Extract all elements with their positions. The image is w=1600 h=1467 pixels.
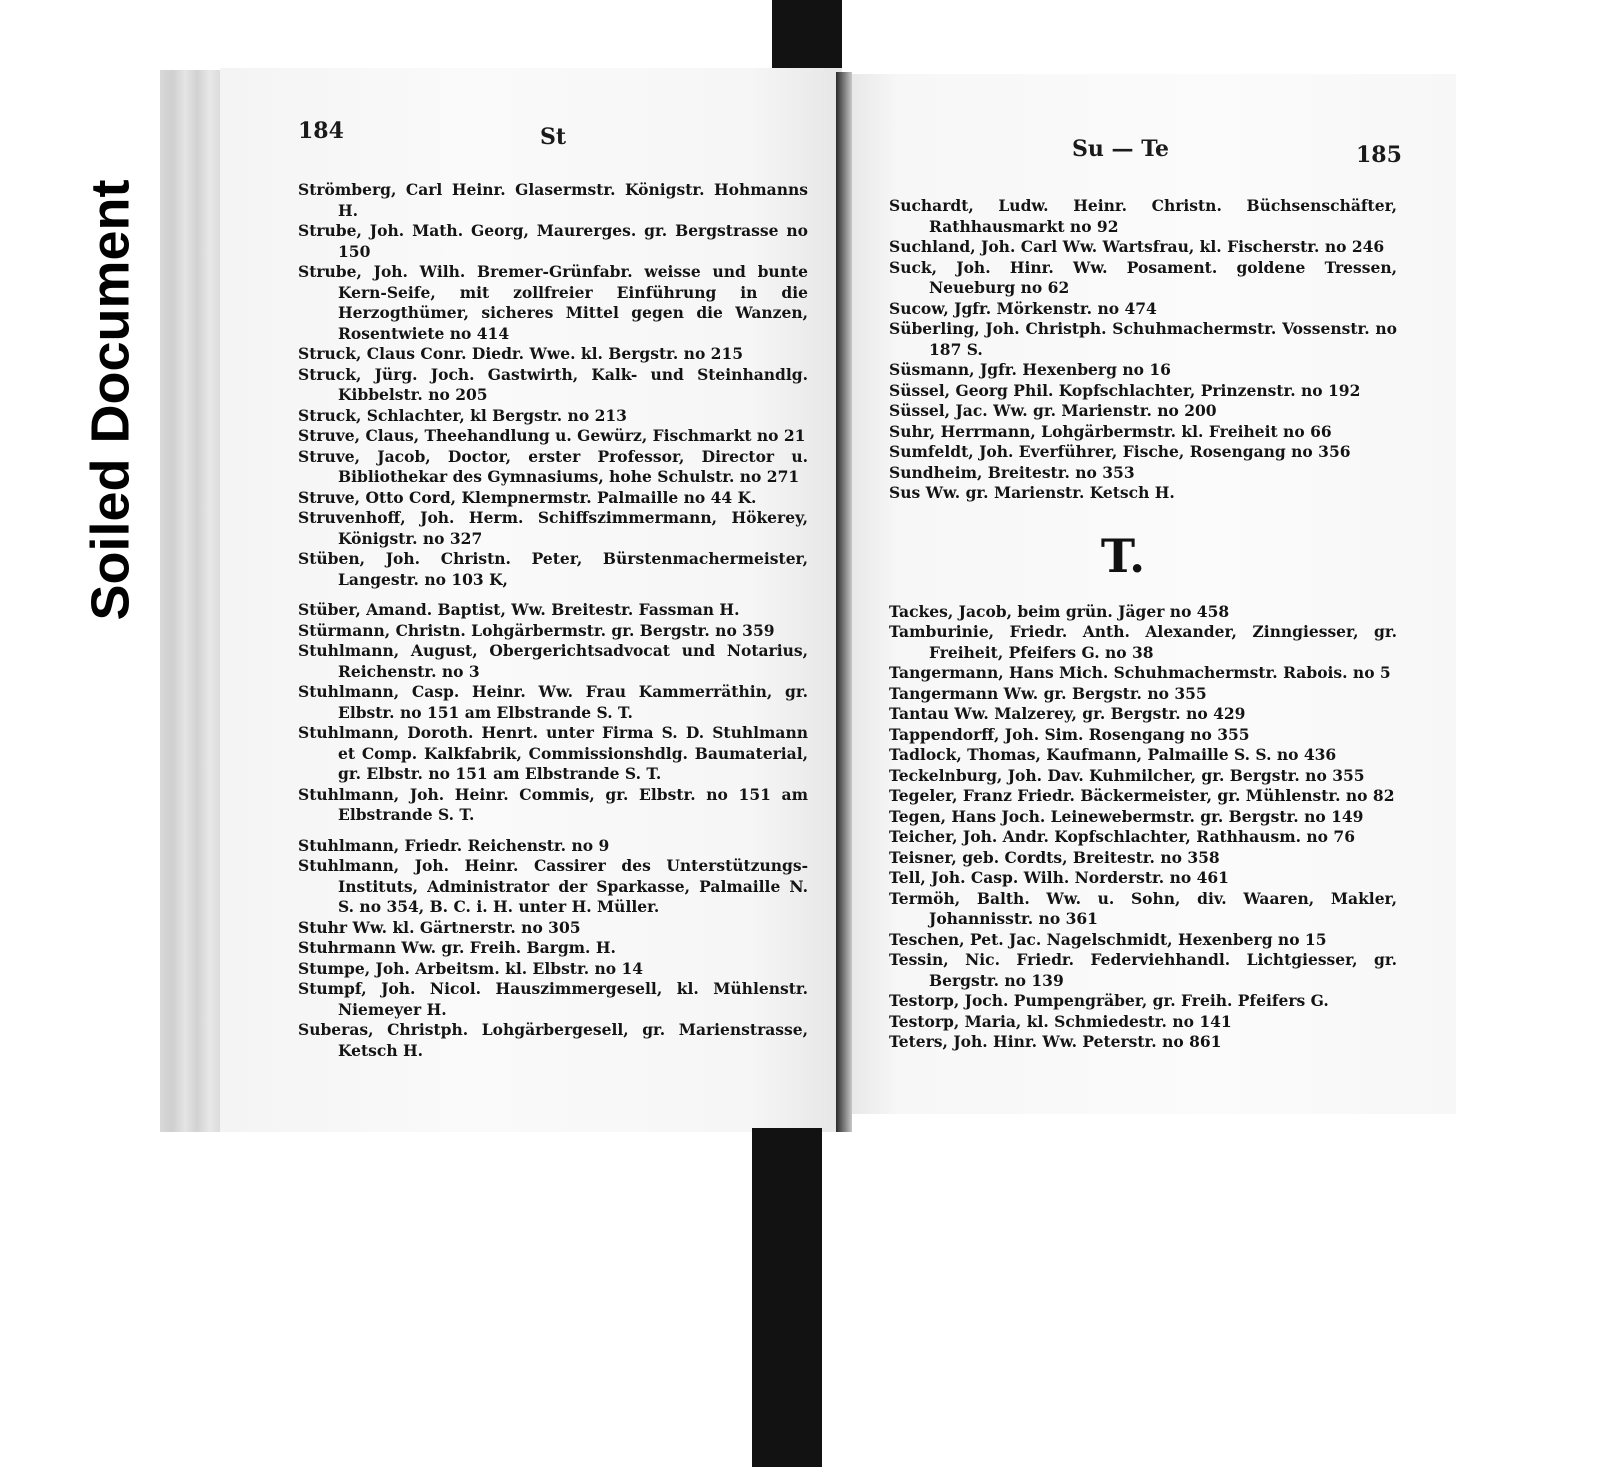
directory-entry: Suck, Joh. Hinr. Ww. Posament. goldene Tressen, Neueburg no 62	[889, 257, 1397, 297]
right-page-number: 185	[1356, 142, 1402, 168]
directory-entry: Süssel, Georg Phil. Kopfschlachter, Prinzenstr. no 192	[889, 380, 1361, 400]
directory-entry: Sumfeldt, Joh. Everführer, Fische, Rosengang no 356	[889, 442, 1351, 461]
directory-entry: Stumpe, Joh. Arbeitsm. kl. Elbstr. no 14	[298, 958, 644, 978]
right-page-entries	[889, 196, 1397, 1053]
directory-entry: Süssel, Jac. Ww. gr. Marienstr. no 200	[889, 401, 1217, 420]
directory-entry: Tangermann, Hans Mich. Schuhmachermstr. Rabois. no 5	[889, 663, 1391, 682]
book-gutter	[836, 72, 852, 1132]
section-letter-heading: T.	[1100, 528, 1146, 583]
stamp-label: Soiled Document	[81, 179, 142, 621]
directory-entry: Stüben, Joh. Christn. Peter, Bürstenmachermeister, Langestr. no 103 K,	[298, 549, 808, 589]
directory-entry: Suchardt, Ludw. Heinr. Christn. Büchsenschäfter, Rathhausmarkt no 92	[889, 196, 1397, 236]
directory-entry: Tessin, Nic. Friedr. Federviehhandl. Lichtgiesser, gr. Bergstr. no 139	[889, 950, 1397, 990]
directory-entry: Struve, Claus, Theehandlung u. Gewürz, Fischmarkt no 21	[298, 426, 806, 445]
directory-entry: Tangermann Ww. gr. Bergstr. no 355	[889, 683, 1207, 703]
directory-entry: Stuhlmann, Casp. Heinr. Ww. Frau Kammerräthin, gr. Elbstr. no 151 am Elbstrande S. T.	[298, 682, 808, 722]
directory-entry: Stuhlmann, August, Obergerichtsadvocat und Notarius, Reichenstr. no 3	[298, 641, 808, 681]
directory-entry: Suberas, Christph. Lohgärbergesell, gr. Marienstrasse, Ketsch H.	[298, 1020, 808, 1060]
directory-entry: Stuhlmann, Joh. Heinr. Cassirer des Unterstützungs-Instituts, Administrator der Sparkasse, Palmaille N. S. no 354, B. C. i. H. unter H. Müller.	[298, 856, 808, 916]
directory-entry: Testorp, Joch. Pumpengräber, gr. Freih. Pfeifers G.	[889, 991, 1329, 1010]
directory-entry: Teters, Joh. Hinr. Ww. Peterstr. no 861	[889, 1032, 1222, 1051]
directory-entry: Termöh, Balth. Ww. u. Sohn, div. Waaren, Makler, Johannisstr. no 361	[889, 888, 1397, 928]
directory-entry: Struvenhoff, Joh. Herm. Schiffszimmermann, Hökerey, Königstr. no 327	[298, 508, 808, 548]
directory-entry: Struck, Schlachter, kl Bergstr. no 213	[298, 405, 627, 425]
directory-entry: Stumpf, Joh. Nicol. Hauszimmergesell, kl. Mühlenstr. Niemeyer H.	[298, 979, 808, 1019]
directory-entry: Tappendorff, Joh. Sim. Rosengang no 355	[889, 724, 1250, 744]
left-page-entries	[298, 180, 808, 1061]
directory-entry: Tegen, Hans Joch. Leinewebermstr. gr. Bergstr. no 149	[889, 806, 1364, 826]
directory-entry: Stürmann, Christn. Lohgärbermstr. gr. Bergstr. no 359	[298, 620, 775, 640]
directory-entry: Strube, Joh. Wilh. Bremer-Grünfabr. weisse und bunte Kern-Seife, mit zollfreier Einführung in die Herzogthümer, sicheres Mittel gegen die Wanzen, Rosentwiete no 414	[298, 262, 808, 343]
directory-entry: Suhr, Herrmann, Lohgärbermstr. kl. Freiheit no 66	[889, 421, 1332, 441]
soiled-document-stamp	[56, 120, 166, 680]
directory-entry: Sundheim, Breitestr. no 353	[889, 462, 1135, 482]
directory-entry: Struck, Claus Conr. Diedr. Wwe. kl. Bergstr. no 215	[298, 344, 744, 363]
directory-entry: Süberling, Joh. Christph. Schuhmachermstr. Vossenstr. no 187 S.	[889, 319, 1397, 359]
directory-entry: Tell, Joh. Casp. Wilh. Norderstr. no 461	[889, 868, 1229, 887]
bookmark-ribbon-bottom	[752, 1128, 822, 1467]
directory-entry: Struve, Jacob, Doctor, erster Professor, Director u. Bibliothekar des Gymnasiums, hohe Schulstr. no 271	[298, 446, 808, 486]
directory-entry: Tackes, Jacob, beim grün. Jäger no 458	[889, 601, 1230, 621]
directory-entry: Teckelnburg, Joh. Dav. Kuhmilcher, gr. Bergstr. no 355	[889, 765, 1365, 785]
book-page-edges	[160, 70, 222, 1132]
directory-entry: Suchland, Joh. Carl Ww. Wartsfrau, kl. Fischerstr. no 246	[889, 237, 1385, 256]
directory-entry: Stuhlmann, Joh. Heinr. Commis, gr. Elbstr. no 151 am Elbstrande S. T.	[298, 784, 808, 824]
directory-entry: Strömberg, Carl Heinr. Glasermstr. Königstr. Hohmanns H.	[298, 180, 808, 220]
directory-entry: Struck, Jürg. Joch. Gastwirth, Kalk- und Steinhandlg. Kibbelstr. no 205	[298, 364, 808, 404]
right-page-header: Su — Te	[1072, 136, 1170, 162]
directory-entry: Testorp, Maria, kl. Schmiedestr. no 141	[889, 1011, 1232, 1031]
left-page-header: St	[540, 124, 567, 150]
directory-entry: Stuhr Ww. kl. Gärtnerstr. no 305	[298, 917, 581, 937]
directory-entry: Stuhlmann, Friedr. Reichenstr. no 9	[298, 835, 610, 855]
directory-entry: Teicher, Joh. Andr. Kopfschlachter, Rathhausm. no 76	[889, 827, 1355, 846]
directory-entry: Strube, Joh. Math. Georg, Maurerges. gr. Bergstrasse no 150	[298, 221, 808, 261]
directory-entry: Teschen, Pet. Jac. Nagelschmidt, Hexenberg no 15	[889, 929, 1327, 949]
directory-entry: Tantau Ww. Malzerey, gr. Bergstr. no 429	[889, 704, 1246, 723]
directory-entry: Stuhrmann Ww. gr. Freih. Bargm. H.	[298, 938, 616, 957]
directory-entry: Tadlock, Thomas, Kaufmann, Palmaille S. S. no 436	[889, 745, 1337, 764]
directory-entry: Süsmann, Jgfr. Hexenberg no 16	[889, 360, 1171, 379]
directory-entry: Stüber, Amand. Baptist, Ww. Breitestr. Fassman H.	[298, 600, 740, 619]
directory-entry: Struve, Otto Cord, Klempnermstr. Palmaille no 44 K.	[298, 487, 757, 507]
directory-entry: Sucow, Jgfr. Mörkenstr. no 474	[889, 298, 1157, 318]
directory-entry: Tegeler, Franz Friedr. Bäckermeister, gr. Mühlenstr. no 82	[889, 786, 1395, 805]
directory-entry: Teisner, geb. Cordts, Breitestr. no 358	[889, 847, 1220, 867]
left-page-number: 184	[298, 118, 344, 144]
bookmark-ribbon-top	[772, 0, 842, 70]
directory-entry: Stuhlmann, Doroth. Henrt. unter Firma S. D. Stuhlmann et Comp. Kalkfabrik, Commissionshdlg. Baumaterial, gr. Elbstr. no 151 am Elbstrande S. T.	[298, 723, 808, 783]
directory-entry: Tamburinie, Friedr. Anth. Alexander, Zinngiesser, gr. Freiheit, Pfeifers G. no 38	[889, 622, 1397, 662]
directory-entry: Sus Ww. gr. Marienstr. Ketsch H.	[889, 483, 1175, 502]
